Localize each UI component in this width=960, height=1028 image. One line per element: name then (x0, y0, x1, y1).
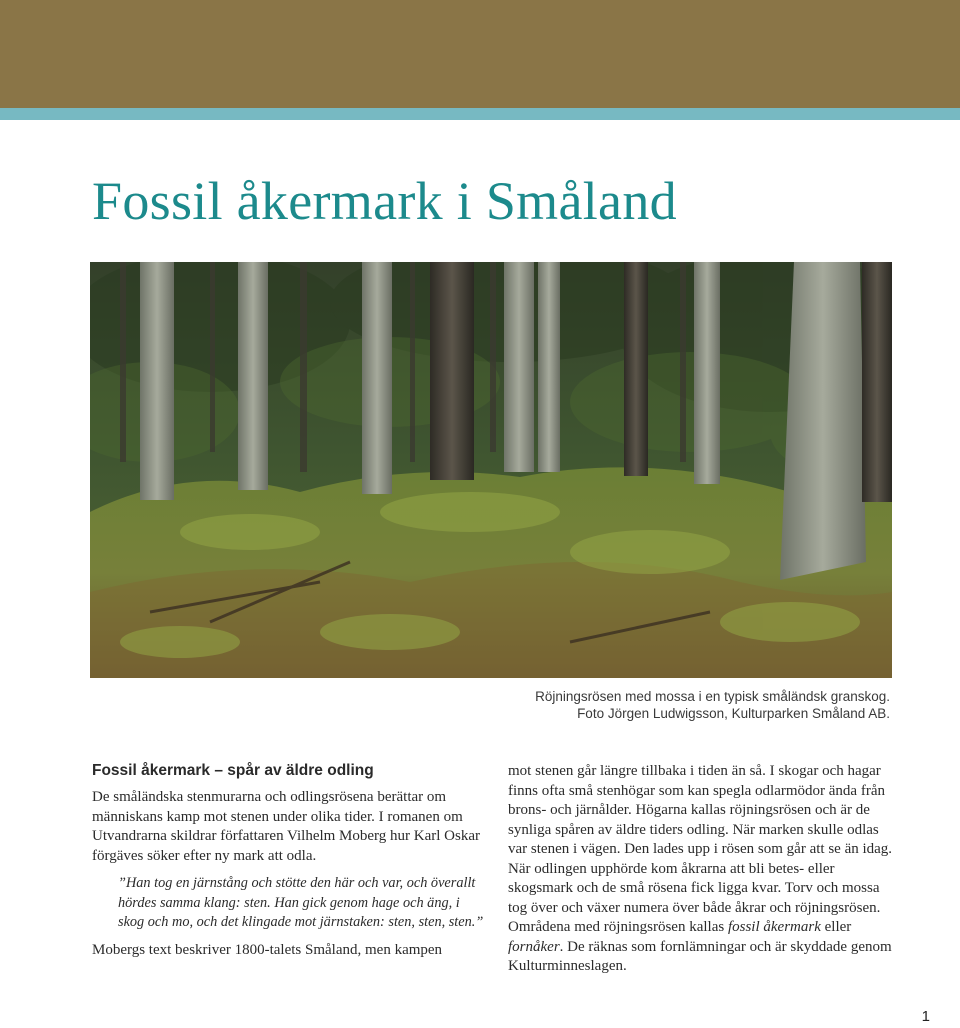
term-fornaker: fornåker (508, 938, 560, 955)
connector-text: eller (820, 919, 852, 935)
moberg-quote: ”Han tog en järnstång och stötte den här och var, och överallt hördes samma klang: sten. Han gick genom hage och äng, i skog och mo, och det klingade mot järnstaken: sten, sten, sten.” (118, 875, 484, 930)
right-column-paragraph (508, 762, 900, 977)
page-number: 1 (921, 1008, 930, 1025)
page-title: Fossil åkermark i Småland (92, 171, 677, 231)
right-text-part-2: . De räknas som fornlämningar och är skyddade genom Kulturminneslagen. (508, 938, 892, 974)
caption-line-1: Röjningsrösen med mossa i en typisk småländsk granskog. (535, 689, 890, 704)
intro-paragraph: De småländska stenmurarna och odlingsrösena berättar om människans kamp mot stenen under olika tider. I romanen om Utvandrarna skildrar författaren Vilhelm Moberg hur Karl Oskar förgäves söker efter ny mark att odla. (92, 789, 481, 864)
photo-caption (535, 688, 890, 722)
section-heading: Fossil åkermark – spår av äldre odling (92, 762, 374, 779)
term-fossil-akermark: fossil åkermark (727, 919, 821, 935)
article-left-column (92, 762, 484, 960)
caption-line-2: Foto Jörgen Ludwigsson, Kulturparken Småland AB. (577, 706, 890, 721)
right-text-part-1: mot stenen går längre tillbaka i tiden än så. I skogar och hagar finns ofta små stenhögar som kan spegla odlarmödor ända från brons- och järnålder. Högarna kallas röjningsrösen och är de synliga spåren av äldre tiders odling. När marken skulle odlas var stenen i vägen. Den lades upp i rösen som går att se än idag. När odlingen upphörde kom åkrarna att bli betes- eller skogsmark och de små rösena fick ligga kvar. Torv och mossa tog över och växer numera över både åkrar och röjningsrösen. Områdena med röjningsrösen kallas (508, 763, 893, 935)
article-right-column (508, 762, 900, 977)
header-band (0, 0, 960, 108)
left-column-end: Mobergs text beskriver 1800-talets Småland, men kampen (92, 941, 443, 958)
forest-photo (90, 262, 892, 678)
accent-stripe (0, 108, 960, 120)
